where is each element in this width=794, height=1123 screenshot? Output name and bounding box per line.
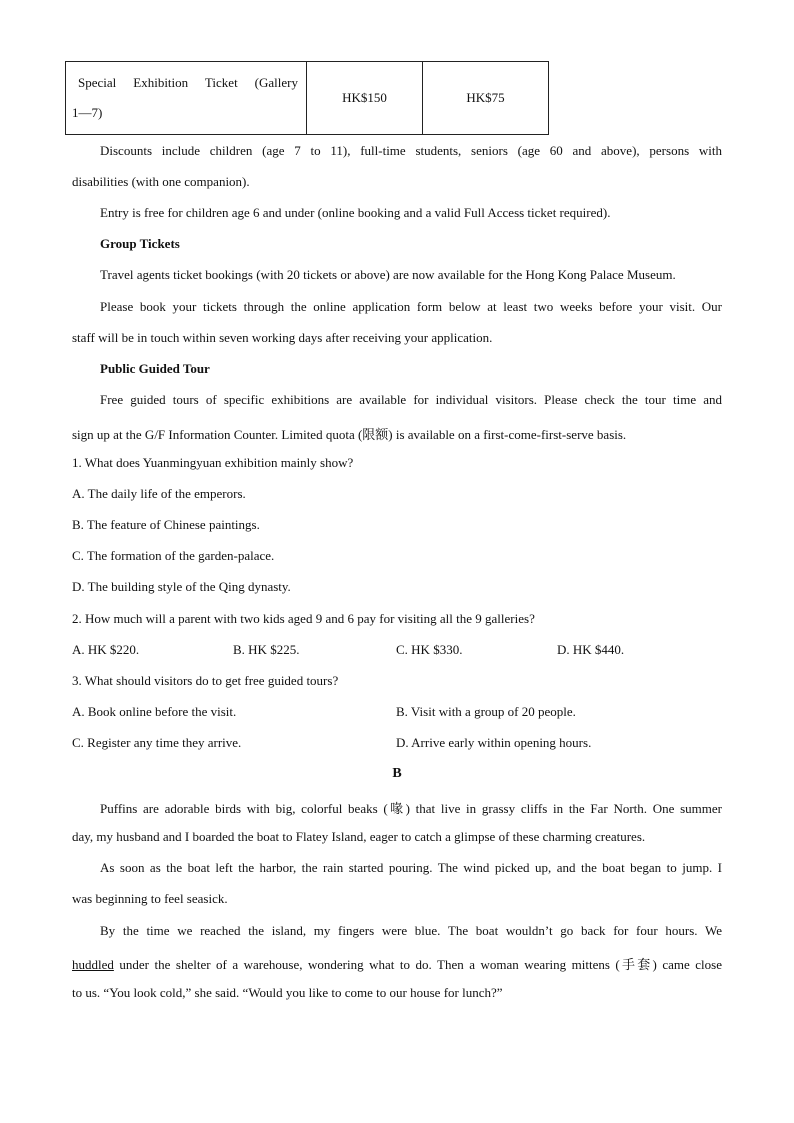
- q2-option-d: D. HK $440.: [557, 642, 625, 657]
- concession-price-cell: HK$75: [423, 62, 549, 135]
- q2-option-c: C. HK $330.: [396, 642, 463, 657]
- ticket-type-cell: [66, 62, 307, 135]
- underlined-word: huddled: [72, 957, 114, 972]
- puffin-p1-line2: day, my husband and I boarded the boat to Flatey Island, eager to catch a glimpse of these charming creatures.: [72, 829, 646, 844]
- q1-option-c: C. The formation of the garden-palace.: [72, 548, 275, 563]
- q1-option-a: A. The daily life of the emperors.: [72, 486, 246, 501]
- guided-tour-heading: Public Guided Tour: [100, 361, 210, 376]
- puffin-p1-line1: Puffins are adorable birds with big, colorful beaks (喙) that live in grassy cliffs in the Far North. One summer: [100, 801, 722, 816]
- q3-option-b: B. Visit with a group of 20 people.: [396, 704, 576, 719]
- free-entry-text: Entry is free for children age 6 and under (online booking and a valid Full Access ticket required).: [100, 205, 611, 220]
- standard-price-cell: HK$150: [307, 62, 423, 135]
- question-2: 2. How much will a parent with two kids aged 9 and 6 pay for visiting all the 9 galleries?: [72, 611, 535, 626]
- q2-option-b: B. HK $225.: [233, 642, 300, 657]
- group-tickets-text: Travel agents ticket bookings (with 20 tickets or above) are now available for the Hong Kong Palace Museum.: [100, 267, 676, 282]
- puffin-p2-line1: As soon as the boat left the harbor, the rain started pouring. The wind picked up, and the boat began to jump. I: [100, 860, 722, 875]
- q1-option-b: B. The feature of Chinese paintings.: [72, 517, 260, 532]
- ticket-type-line1: Special Exhibition Ticket (Gallery: [78, 75, 298, 90]
- ticket-price-table: [65, 61, 549, 135]
- guided-tour-line1: Free guided tours of specific exhibitions are available for individual visitors. Please check the tour time and: [100, 392, 722, 407]
- section-b-heading: B: [392, 766, 402, 781]
- table-row: [66, 62, 549, 135]
- puffin-p3-line2: [72, 954, 722, 973]
- guided-tour-line2: sign up at the G/F Information Counter. Limited quota (限额) is available on a first-come-first-serve basis.: [72, 427, 627, 442]
- puffin-p3-line3: to us. “You look cold,” she said. “Would you like to come to our house for lunch?”: [72, 985, 503, 1000]
- q2-option-a: A. HK $220.: [72, 642, 140, 657]
- puffin-p2-line2: was beginning to feel seasick.: [72, 891, 228, 906]
- question-3: 3. What should visitors do to get free guided tours?: [72, 673, 339, 688]
- discounts-line2: disabilities (with one companion).: [72, 174, 250, 189]
- ticket-type-line2: 1—7): [72, 105, 103, 120]
- booking-line2: staff will be in touch within seven working days after receiving your application.: [72, 330, 493, 345]
- q3-option-c: C. Register any time they arrive.: [72, 735, 242, 750]
- q3-option-d: D. Arrive early within opening hours.: [396, 735, 592, 750]
- q1-option-d: D. The building style of the Qing dynasty.: [72, 579, 291, 594]
- puffin-p3-line2-rest: under the shelter of a warehouse, wondering what to do. Then a woman wearing mittens (手套) came close: [113, 957, 722, 972]
- q3-option-a: A. Book online before the visit.: [72, 704, 237, 719]
- discounts-line1: Discounts include children (age 7 to 11), full-time students, seniors (age 60 and above), persons with: [100, 143, 722, 158]
- booking-line1: Please book your tickets through the online application form below at least two weeks before your visit. Our: [100, 299, 722, 314]
- question-1: 1. What does Yuanmingyuan exhibition mainly show?: [72, 455, 354, 470]
- group-tickets-heading: Group Tickets: [100, 236, 180, 251]
- puffin-p3-line1: By the time we reached the island, my fingers were blue. The boat wouldn’t go back for four hours. We: [100, 923, 722, 938]
